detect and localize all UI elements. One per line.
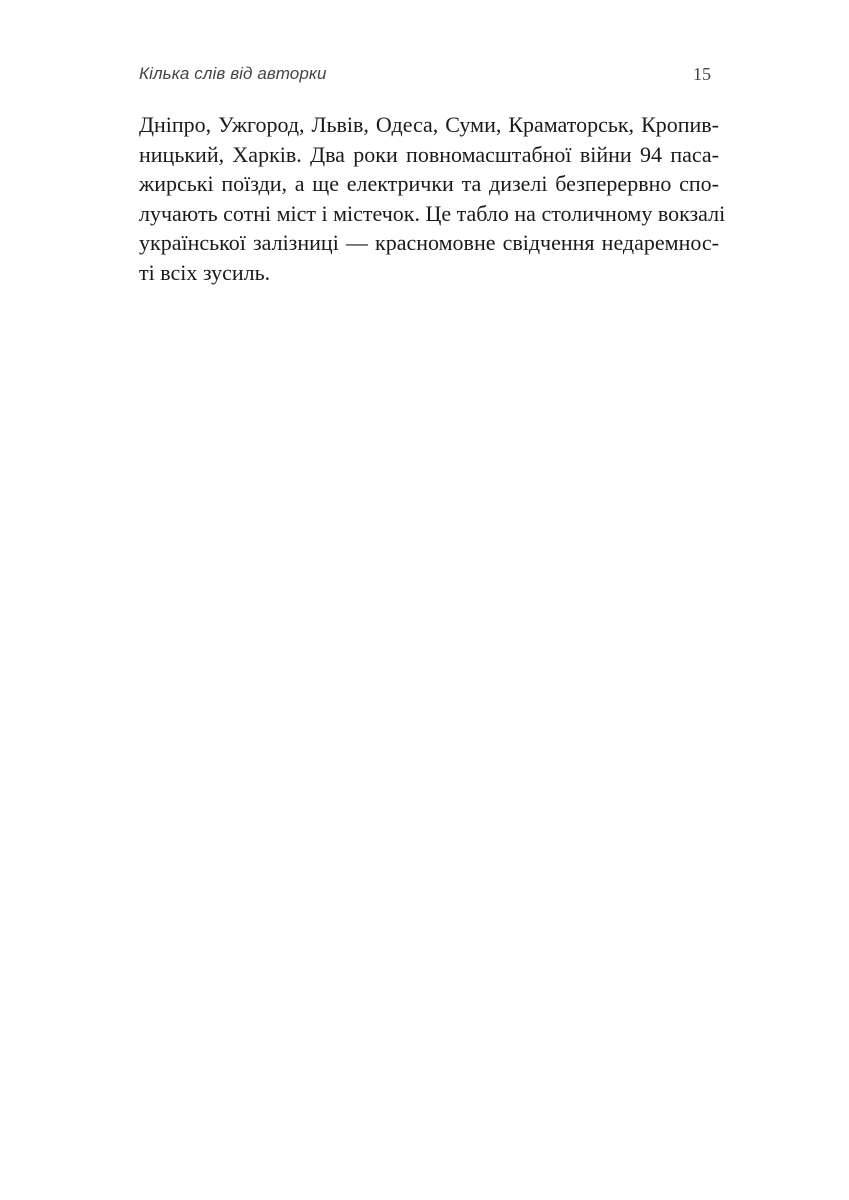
- text-line: жирські поїзди, а ще електрички та дизелі безперервно спо-: [139, 171, 719, 197]
- body-paragraph: [139, 110, 726, 288]
- running-head-title: Кілька слів від авторки: [139, 64, 327, 83]
- text-line: Дніпро, Ужгород, Львів, Одеса, Суми, Краматорськ, Кропив-: [139, 112, 719, 137]
- text-line: лучають сотні міст і містечок. Це табло на столичному вокзалі: [139, 200, 726, 226]
- text-line: української залізниці — красномовне свідчення недаремнос-: [139, 230, 719, 256]
- page-number: 15: [693, 64, 711, 84]
- text-line: ті всіх зусиль.: [139, 259, 271, 285]
- text-line: ницький, Харків. Два роки повномасштабної війни 94 паса-: [139, 141, 719, 167]
